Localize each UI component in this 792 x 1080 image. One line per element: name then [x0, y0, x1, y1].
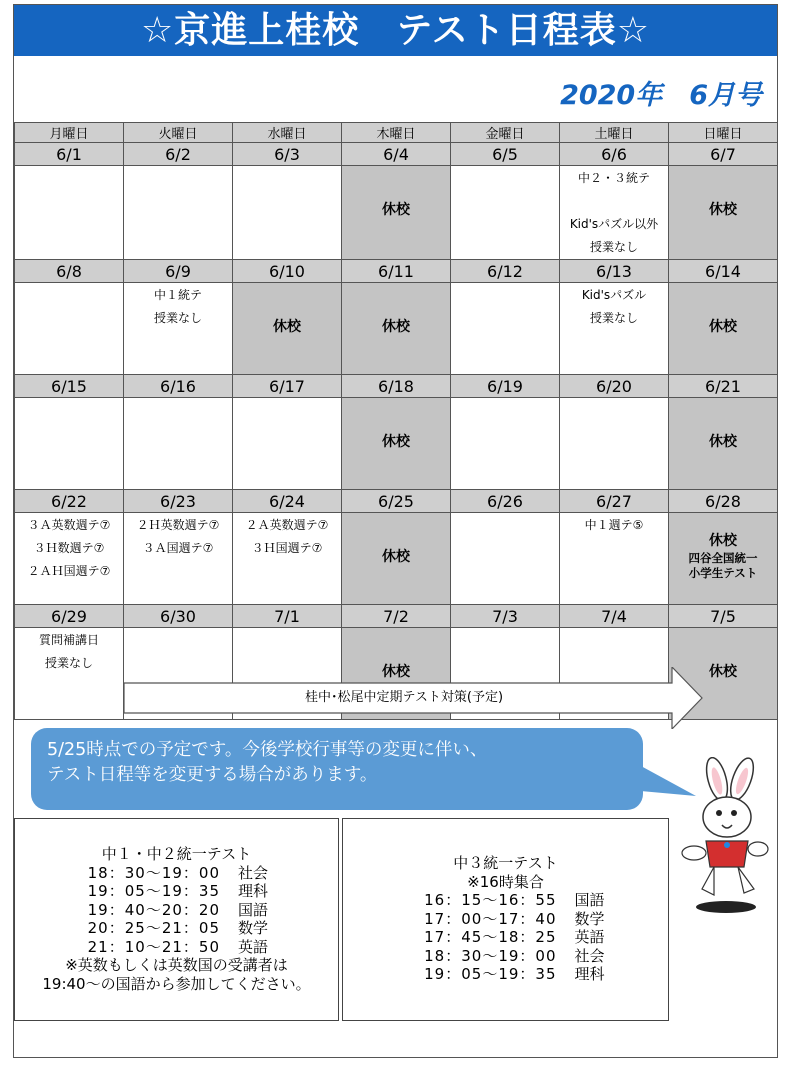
event-text: 授業なし: [153, 311, 202, 325]
event-text: 中２・３統テ: [577, 171, 650, 185]
closed-day-cell: [342, 398, 451, 490]
day-cell: [560, 513, 669, 605]
event-text: 授業なし: [589, 311, 638, 325]
closed-label: 休校: [273, 319, 301, 335]
day-cell: [124, 513, 233, 605]
closed-day-cell: [669, 166, 778, 260]
page-title: ☆京進上桂校 テスト日程表☆: [14, 5, 777, 56]
middle12-test-schedule: [14, 818, 339, 1021]
date-label: 6/17: [233, 375, 342, 398]
closed-label: 休校: [382, 202, 410, 218]
schedule-time: 19：40～20：20: [87, 900, 220, 919]
date-row: [15, 605, 778, 628]
weekday-header: 木曜日: [342, 123, 451, 143]
notice-line-2: テスト日程等を変更する場合があります。: [47, 765, 378, 785]
day-cell: [233, 398, 342, 490]
event-text: 中１統テ: [153, 288, 202, 302]
weekday-header: 火曜日: [124, 123, 233, 143]
day-cell: [233, 513, 342, 605]
day-cell: [15, 628, 124, 720]
date-label: 6/13: [560, 260, 669, 283]
date-label: 6/2: [124, 143, 233, 166]
schedule-time: 19：05～19：35: [87, 882, 220, 900]
date-label: 6/15: [15, 375, 124, 398]
date-label: 6/29: [15, 605, 124, 628]
closed-day-cell: [669, 283, 778, 375]
closed-day-cell: [669, 398, 778, 490]
date-label: 6/14: [669, 260, 778, 283]
closed-day-cell: [669, 513, 778, 605]
event-text: ２Ａ英数週テ⑦: [245, 518, 329, 532]
event-row: [15, 166, 778, 260]
closed-label: 休校: [382, 549, 410, 565]
closed-day-cell: [342, 513, 451, 605]
date-label: 7/5: [669, 605, 778, 628]
schedule-subject: 英語: [238, 937, 269, 956]
event-text: 小学生テスト: [688, 566, 758, 580]
closed-label: 休校: [709, 434, 737, 450]
day-cell: [124, 398, 233, 490]
middle12-note-1: ※英数もしくは英数国の受講者は: [65, 956, 288, 974]
day-cell: [15, 166, 124, 260]
date-label: 6/27: [560, 490, 669, 513]
month-label: 2020年 6月号: [560, 80, 762, 111]
schedule-row: [15, 919, 338, 938]
event-text: ２Ｈ英数週テ⑦: [136, 518, 220, 532]
weekday-header: 土曜日: [560, 123, 669, 143]
middle12-title: 中１・中２統一テスト: [101, 845, 252, 863]
date-row: [15, 143, 778, 166]
schedule-subject: 数学: [574, 909, 605, 928]
event-text: 四谷全国統一: [688, 551, 758, 565]
event-text: ３Ａ国週テ⑦: [142, 541, 214, 555]
weekday-header-row: [15, 123, 778, 143]
schedule-time: 19：05～19：35: [424, 965, 557, 983]
event-text: Kid'sパズル: [581, 288, 647, 302]
schedule-subject: 社会: [574, 946, 605, 965]
calendar-table: [14, 122, 778, 720]
schedule-time: 17：00～17：40: [424, 909, 557, 928]
day-cell: [15, 283, 124, 375]
date-row: [15, 260, 778, 283]
day-cell: [15, 513, 124, 605]
schedule-subject: 理科: [574, 965, 605, 983]
middle12-note-2: 19:40～の国語から参加してください。: [42, 974, 311, 993]
event-row: [15, 513, 778, 605]
event-text: 質問補講日: [38, 633, 99, 647]
schedule-subject: 社会: [238, 863, 269, 882]
day-cell: [451, 398, 560, 490]
closed-label: 休校: [382, 434, 410, 450]
schedule-row: [343, 928, 668, 947]
date-label: 7/4: [560, 605, 669, 628]
day-cell: [451, 513, 560, 605]
schedule-subject: 国語: [238, 900, 269, 919]
closed-label: 休校: [709, 664, 737, 680]
event-text: 中１週テ⑤: [584, 518, 644, 532]
date-label: 6/1: [15, 143, 124, 166]
date-label: 6/25: [342, 490, 451, 513]
closed-label: 休校: [382, 319, 410, 335]
schedule-subject: 国語: [574, 891, 605, 909]
date-label: 6/5: [451, 143, 560, 166]
date-label: 6/8: [15, 260, 124, 283]
schedule-row: [343, 965, 668, 984]
exam-prep-label: 桂中･松尾中定期テスト対策(予定): [304, 690, 504, 705]
schedule-subject: 数学: [238, 919, 269, 937]
event-text: [560, 190, 668, 213]
date-label: 6/7: [669, 143, 778, 166]
date-label: 6/30: [124, 605, 233, 628]
closed-label: 休校: [709, 533, 737, 549]
rabbit-mascot-illustration: [672, 757, 772, 917]
date-label: 7/3: [451, 605, 560, 628]
date-label: 6/10: [233, 260, 342, 283]
date-label: 6/21: [669, 375, 778, 398]
schedule-row: [343, 947, 668, 966]
middle3-test-schedule: [342, 818, 669, 1021]
day-cell: [560, 283, 669, 375]
date-label: 6/16: [124, 375, 233, 398]
event-row: [15, 398, 778, 490]
event-text: ２ＡＨ国週テ⑦: [27, 564, 111, 578]
date-label: 6/23: [124, 490, 233, 513]
date-label: 6/26: [451, 490, 560, 513]
weekday-header: 金曜日: [451, 123, 560, 143]
schedule-time: 18：30～19：00: [87, 863, 220, 882]
schedule-row: [343, 910, 668, 929]
event-text: 授業なし: [589, 240, 638, 254]
notice-line-1: 5/25時点での予定です。今後学校行事等の変更に伴い、: [47, 740, 488, 760]
date-label: 6/9: [124, 260, 233, 283]
notice-bubble: [31, 728, 643, 810]
schedule-subject: 理科: [238, 882, 269, 900]
date-row: [15, 490, 778, 513]
event-text: 授業なし: [44, 656, 93, 670]
event-row: [15, 283, 778, 375]
weekday-header: 日曜日: [669, 123, 778, 143]
event-text: Kid'sパズル以外: [569, 217, 659, 231]
day-cell: [233, 166, 342, 260]
schedule-time: 16：15～16：55: [424, 891, 557, 909]
schedule-row: [15, 901, 338, 920]
day-cell: [451, 166, 560, 260]
schedule-row: [15, 938, 338, 957]
schedule-subject: 英語: [574, 928, 605, 946]
date-label: 7/2: [342, 605, 451, 628]
date-label: 7/1: [233, 605, 342, 628]
date-label: 6/6: [560, 143, 669, 166]
schedule-row: [343, 891, 668, 910]
closed-day-cell: [342, 283, 451, 375]
date-row: [15, 375, 778, 398]
schedule-row: [15, 864, 338, 883]
date-label: 6/12: [451, 260, 560, 283]
closed-label: 休校: [709, 202, 737, 218]
date-label: 6/19: [451, 375, 560, 398]
event-text: ３Ｈ数週テ⑦: [33, 541, 105, 555]
date-label: 6/20: [560, 375, 669, 398]
date-label: 6/22: [15, 490, 124, 513]
day-cell: [451, 283, 560, 375]
schedule-time: 18：30～19：00: [424, 946, 557, 965]
schedule-time: 20：25～21：05: [87, 919, 220, 937]
day-cell: [124, 283, 233, 375]
closed-day-cell: [342, 166, 451, 260]
date-label: 6/24: [233, 490, 342, 513]
date-label: 6/3: [233, 143, 342, 166]
closed-label: 休校: [709, 319, 737, 335]
middle3-title: 中３統一テスト: [453, 854, 558, 872]
date-label: 6/4: [342, 143, 451, 166]
event-text: ３Ａ英数週テ⑦: [27, 518, 111, 532]
schedule-time: 21：10～21：50: [87, 937, 220, 956]
schedule-time: 17：45～18：25: [424, 928, 557, 946]
day-cell: [124, 166, 233, 260]
closed-day-cell: [233, 283, 342, 375]
date-label: 6/11: [342, 260, 451, 283]
date-label: 6/18: [342, 375, 451, 398]
day-cell: [560, 166, 669, 260]
weekday-header: 水曜日: [233, 123, 342, 143]
date-label: 6/28: [669, 490, 778, 513]
closed-label: 休校: [382, 664, 410, 680]
day-cell: [15, 398, 124, 490]
schedule-row: [15, 882, 338, 901]
middle3-assembly: ※16時集合: [467, 872, 544, 891]
event-text: ３Ｈ国週テ⑦: [251, 541, 323, 555]
day-cell: [560, 398, 669, 490]
weekday-header: 月曜日: [15, 123, 124, 143]
